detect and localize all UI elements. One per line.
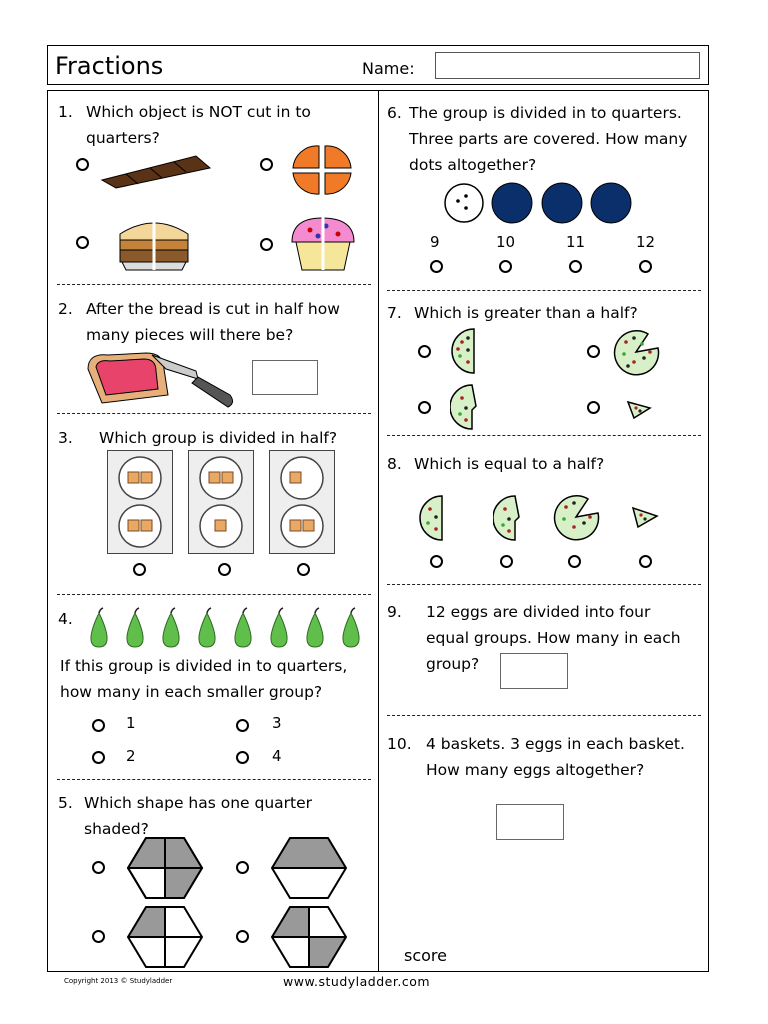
- q4-option-2[interactable]: [92, 751, 105, 764]
- q6-option-12[interactable]: [639, 260, 652, 273]
- q6-option-10[interactable]: [499, 260, 512, 273]
- q4-option-1-label: 1: [126, 714, 136, 732]
- hexagon-d-image: [270, 905, 348, 969]
- q4-option-4-label: 4: [272, 747, 282, 765]
- q7-option-a[interactable]: [418, 345, 431, 358]
- separator: [57, 594, 371, 595]
- pizza-most-image: [612, 328, 662, 376]
- name-field[interactable]: [435, 52, 700, 79]
- q1-option-orange[interactable]: [260, 158, 273, 171]
- q8-pizza-c-image: [552, 493, 602, 541]
- separator: [57, 779, 371, 780]
- q2-text: After the bread is cut in half how many pieces will there be?: [86, 300, 340, 344]
- column-divider: [378, 90, 379, 972]
- q8-option-c[interactable]: [568, 555, 581, 568]
- dots-circles-image: [444, 181, 634, 225]
- pizza-quarter-plus-image: [450, 384, 480, 430]
- q6-option-10-label: 10: [496, 233, 516, 251]
- q3-text: Which group is divided in half?: [99, 429, 338, 447]
- q1-text: Which object is NOT cut in to quarters?: [86, 103, 311, 147]
- chocolate-bar-image: [100, 150, 212, 190]
- q3-option-a[interactable]: [133, 563, 146, 576]
- q8-text: Which is equal to a half?: [414, 455, 605, 473]
- q5-number: 5.: [58, 794, 73, 812]
- hexagon-c-image: [126, 905, 204, 969]
- q10-text: 4 baskets. 3 eggs in each basket. How many eggs altogether?: [426, 735, 685, 779]
- q7-text: Which is greater than a half?: [414, 304, 638, 322]
- pizza-half-image: [450, 328, 480, 374]
- q8-pizza-a-image: [418, 495, 448, 541]
- pears-image: [88, 607, 364, 649]
- score-label: score: [404, 946, 447, 965]
- q2-number: 2.: [58, 300, 73, 318]
- q8-number: 8.: [387, 455, 402, 473]
- q9-text: 12 eggs are divided into four equal groups. How many in each group?: [426, 603, 681, 673]
- separator: [387, 584, 701, 585]
- q4-text: If this group is divided in to quarters, how many in each smaller group?: [60, 657, 348, 701]
- q4-option-1[interactable]: [92, 719, 105, 732]
- q7-option-d[interactable]: [587, 401, 600, 414]
- q1-option-chocolate[interactable]: [76, 158, 89, 171]
- q3-option-c[interactable]: [297, 563, 310, 576]
- q6-option-9-label: 9: [430, 233, 440, 251]
- q6-option-11-label: 11: [566, 233, 586, 251]
- cake-image: [114, 212, 194, 272]
- q9-answer-box[interactable]: [500, 653, 568, 689]
- q7-number: 7.: [387, 304, 402, 322]
- q6-option-12-label: 12: [636, 233, 656, 251]
- site-url: www.studyladder.com: [283, 974, 431, 989]
- hexagon-b-image: [270, 836, 348, 900]
- cupcake-image: [288, 214, 360, 272]
- q10-answer-box[interactable]: [496, 804, 564, 840]
- q2-answer-box[interactable]: [252, 360, 318, 395]
- copyright-text: Copyright 2013 © Studyladder: [64, 977, 173, 985]
- q4-option-3-label: 3: [272, 714, 282, 732]
- q8-option-b[interactable]: [500, 555, 513, 568]
- separator: [57, 284, 371, 285]
- q8-pizza-b-image: [493, 495, 523, 541]
- q5-option-b[interactable]: [236, 861, 249, 874]
- q6-number: 6.: [387, 104, 402, 122]
- q8-option-a[interactable]: [430, 555, 443, 568]
- q8-option-d[interactable]: [639, 555, 652, 568]
- q7-option-c[interactable]: [418, 401, 431, 414]
- q1-number: 1.: [58, 103, 73, 121]
- page-title: Fractions: [55, 52, 164, 80]
- q4-option-4[interactable]: [236, 751, 249, 764]
- separator: [57, 413, 371, 414]
- q9-number: 9.: [387, 603, 402, 621]
- pizza-slice-image: [626, 398, 652, 420]
- q5-text: Which shape has one quarter shaded?: [84, 794, 313, 838]
- q4-option-2-label: 2: [126, 747, 136, 765]
- q3-plates-image: [107, 450, 339, 554]
- hexagon-a-image: [126, 836, 204, 900]
- q5-option-d[interactable]: [236, 930, 249, 943]
- q10-number: 10.: [387, 735, 412, 753]
- separator: [387, 290, 701, 291]
- q1-option-cupcake[interactable]: [260, 238, 273, 251]
- q6-text: The group is divided in to quarters. Three parts are covered. How many dots altogether?: [409, 104, 688, 174]
- q5-option-a[interactable]: [92, 861, 105, 874]
- q1-option-cake[interactable]: [76, 236, 89, 249]
- q3-option-b[interactable]: [218, 563, 231, 576]
- q5-option-c[interactable]: [92, 930, 105, 943]
- bread-knife-image: [86, 347, 240, 413]
- separator: [387, 435, 701, 436]
- q3-number: 3.: [58, 429, 73, 447]
- q7-option-b[interactable]: [587, 345, 600, 358]
- q4-number: 4.: [58, 610, 73, 628]
- q8-pizza-d-image: [630, 505, 660, 529]
- q6-option-11[interactable]: [569, 260, 582, 273]
- separator: [387, 715, 701, 716]
- q6-option-9[interactable]: [430, 260, 443, 273]
- orange-quarters-image: [289, 144, 355, 196]
- q4-option-3[interactable]: [236, 719, 249, 732]
- name-label: Name:: [362, 59, 415, 78]
